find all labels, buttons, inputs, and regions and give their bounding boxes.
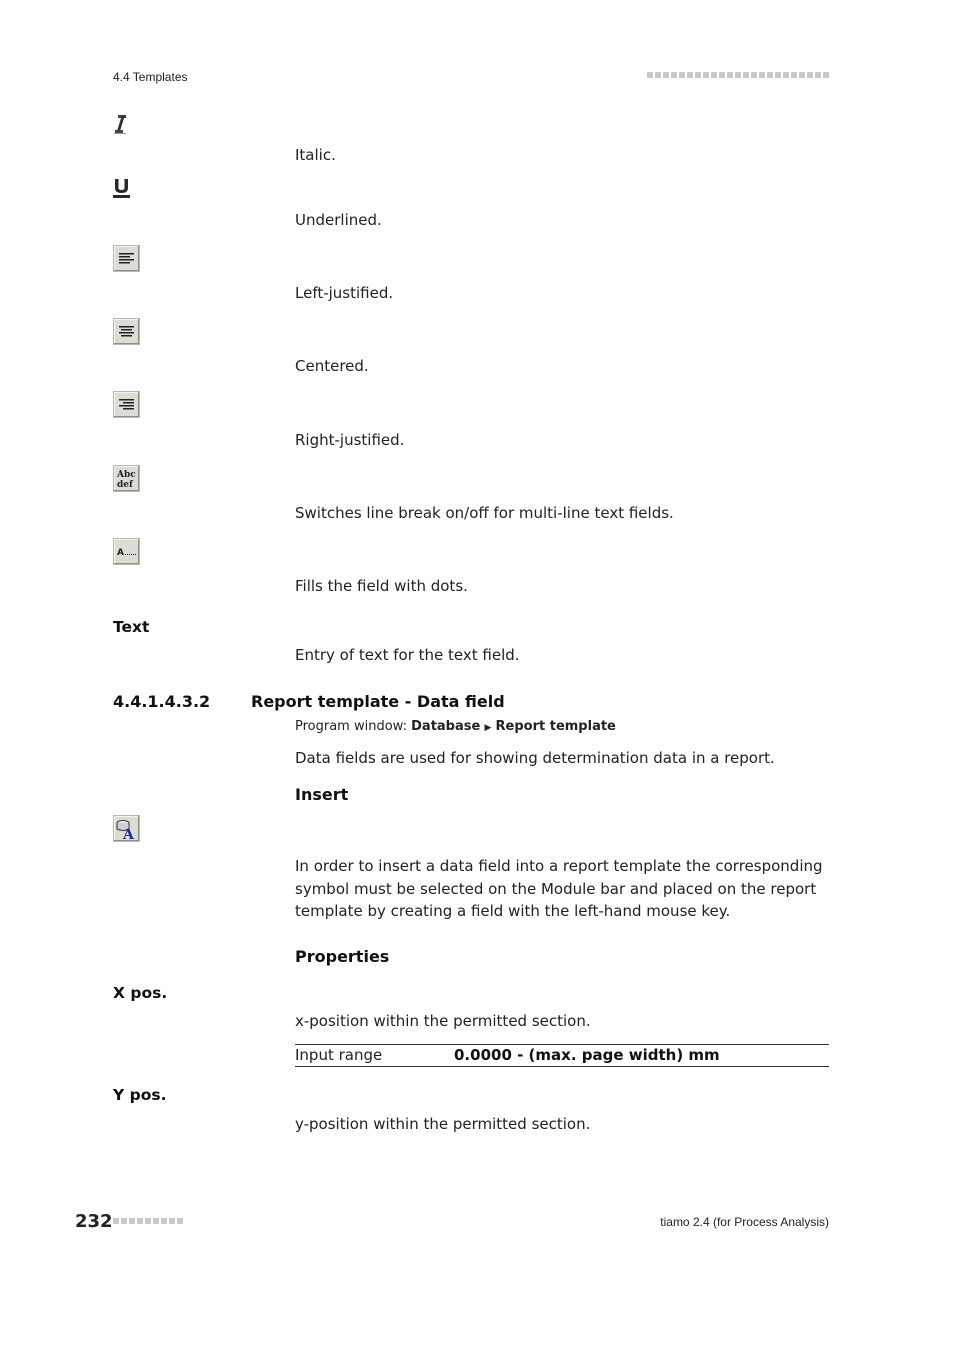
text-param-label: Text — [113, 618, 150, 636]
input-range-value: 0.0000 - (max. page width) mm — [454, 1046, 720, 1064]
path-arrow-icon: ▶ — [484, 723, 492, 733]
text-param-description: Entry of text for the text field. — [295, 646, 520, 664]
align-right-icon — [113, 391, 140, 418]
align-left-icon — [113, 245, 140, 272]
svg-text:def: def — [117, 480, 133, 490]
section-intro: Data fields are used for showing determination data in a report. — [295, 749, 775, 767]
xpos-label: X pos. — [113, 984, 168, 1002]
product-name: tiamo 2.4 (for Process Analysis) — [660, 1215, 829, 1229]
insert-text-line-1: In order to insert a data field into a report template the corresponding — [295, 857, 823, 875]
svg-text:A: A — [117, 548, 124, 558]
header-dots-decoration — [647, 72, 829, 80]
underline-description: Underlined. — [295, 211, 382, 229]
properties-heading: Properties — [295, 947, 390, 966]
italic-description: Italic. — [295, 146, 336, 164]
svg-text:Abc: Abc — [117, 470, 136, 480]
insert-text-line-2: symbol must be selected on the Module bar and placed on the report — [295, 879, 817, 898]
align-center-description: Centered. — [295, 357, 369, 375]
underline-icon — [113, 177, 131, 199]
insert-text-line-3: template by creating a field with the left-hand mouse key. — [295, 902, 731, 920]
align-center-icon — [113, 318, 140, 345]
page-number: 232 — [75, 1211, 113, 1232]
path-part-database: Database — [411, 719, 481, 734]
line-break-description: Switches line break on/off for multi-line text fields. — [295, 504, 674, 522]
xpos-description: x-position within the permitted section. — [295, 1012, 591, 1030]
input-range-table — [295, 1044, 829, 1067]
section-number: 4.4.1.4.3.2 — [113, 692, 211, 711]
running-header: 4.4 Templates — [113, 70, 188, 84]
path-part-report-template: Report template — [495, 719, 616, 734]
ypos-label: Y pos. — [113, 1086, 167, 1104]
insert-heading: Insert — [295, 785, 349, 804]
ypos-description: y-position within the permitted section. — [295, 1115, 591, 1133]
align-right-description: Right-justified. — [295, 431, 405, 449]
svg-text:A: A — [123, 827, 134, 841]
data-field-icon — [113, 815, 140, 842]
insert-text — [295, 855, 823, 922]
path-prefix: Program window: — [295, 719, 407, 734]
program-path — [295, 719, 616, 734]
section-title: Report template - Data field — [251, 692, 505, 711]
line-break-icon — [113, 465, 140, 492]
fill-dots-icon — [113, 538, 140, 565]
align-left-description: Left-justified. — [295, 284, 394, 302]
fill-dots-description: Fills the field with dots. — [295, 577, 468, 595]
footer-dots-decoration — [113, 1218, 183, 1226]
italic-icon — [113, 113, 129, 135]
input-range-key: Input range — [295, 1046, 383, 1064]
